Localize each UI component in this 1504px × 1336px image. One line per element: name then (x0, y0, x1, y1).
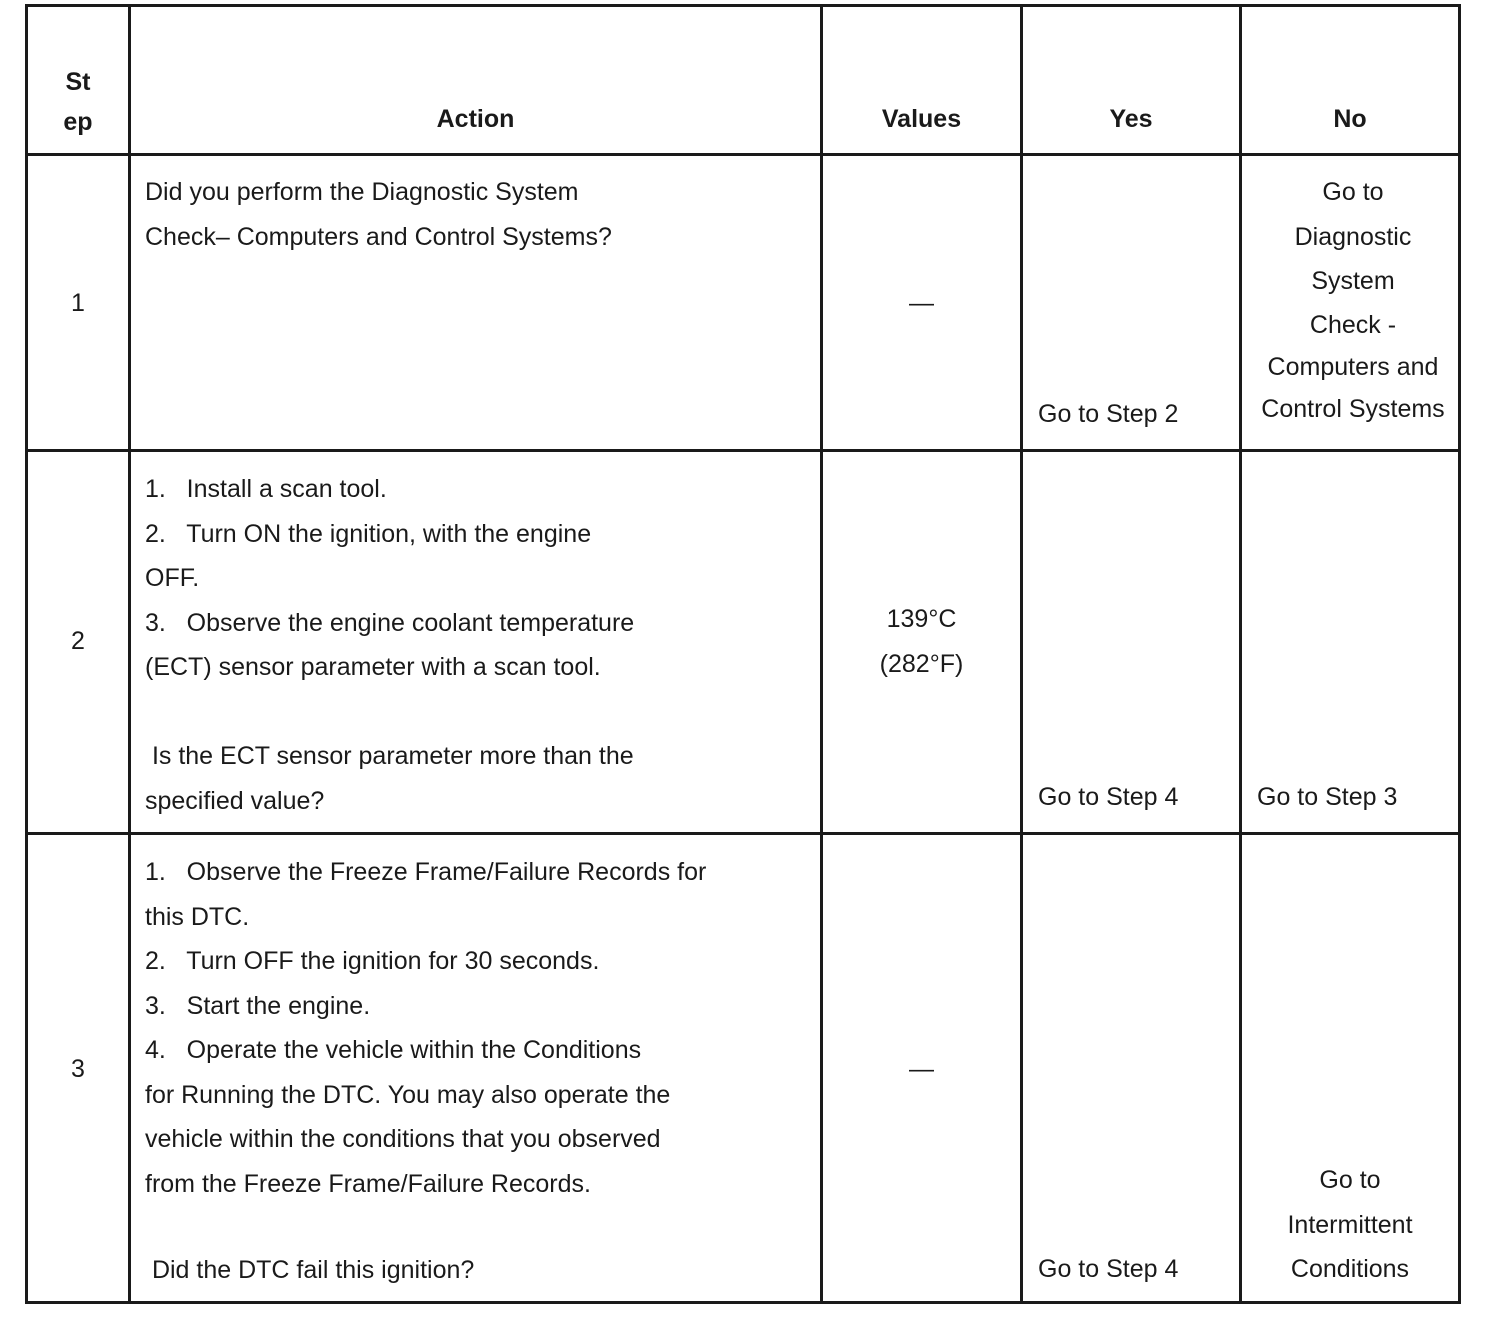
row1-step: 1 (71, 289, 85, 317)
row3-value: — (909, 1055, 934, 1083)
action-line: from the Freeze Frame/Failure Records. (145, 1169, 591, 1198)
action-line: Is the ECT sensor parameter more than the (145, 742, 634, 770)
row-divider (28, 832, 1458, 835)
row3-no (1242, 1158, 1458, 1292)
action-line (145, 1206, 815, 1248)
header-yes: Yes (1109, 105, 1153, 133)
action-line (145, 690, 815, 735)
header-action: Action (436, 105, 515, 133)
action-line: specified value? (145, 786, 325, 815)
action-line: this DTC. (145, 902, 250, 931)
no-line: Go to (1322, 178, 1384, 206)
row3-action (145, 850, 815, 1293)
header-no: No (1333, 105, 1367, 133)
row3-yes: Go to Step 4 (1038, 1255, 1179, 1283)
row2-value (823, 597, 1020, 686)
row-divider (28, 449, 1458, 452)
row1-no (1242, 170, 1464, 430)
action-line: 4. Operate the vehicle within the Conditions (145, 1036, 642, 1064)
no-line: Diagnostic (1294, 222, 1412, 251)
row1-yes: Go to Step 2 (1038, 400, 1179, 428)
action-line: 2. Turn ON the ignition, with the engine (145, 519, 592, 548)
row2-no: Go to Step 3 (1257, 783, 1398, 811)
no-line: Go to (1319, 1166, 1381, 1194)
value-line: (282°F) (879, 649, 964, 678)
diagnostic-table (25, 4, 1461, 1304)
header-step (28, 62, 128, 142)
value-line: 139°C (886, 605, 957, 633)
action-line: for Running the DTC. You may also operate the (145, 1080, 671, 1109)
action-line: OFF. (145, 564, 200, 592)
no-line: Computers and (1267, 352, 1439, 381)
action-line: Did the DTC fail this ignition? (145, 1256, 475, 1284)
action-line: 3. Observe the engine coolant temperature (145, 608, 635, 637)
header-step-line: St (65, 68, 91, 96)
row2-yes: Go to Step 4 (1038, 783, 1179, 811)
action-line: Did you perform the Diagnostic System (145, 178, 579, 206)
column-divider (128, 7, 131, 1301)
header-step-line: ep (63, 108, 93, 136)
no-line: Check - (1309, 310, 1397, 339)
no-line: Intermittent (1287, 1210, 1413, 1239)
row1-action (145, 170, 815, 259)
row2-step: 2 (71, 627, 85, 655)
header-values: Values (881, 105, 962, 133)
column-divider (1020, 7, 1023, 1301)
no-line: Control Systems (1261, 394, 1445, 423)
row1-value: — (909, 289, 934, 317)
row2-action (145, 467, 815, 823)
action-line: 2. Turn OFF the ignition for 30 seconds. (145, 947, 600, 975)
action-line: Check– Computers and Control Systems? (145, 222, 612, 251)
no-line: System (1311, 267, 1395, 295)
row3-step: 3 (71, 1055, 85, 1083)
row-divider (28, 153, 1458, 156)
action-line: 1. Install a scan tool. (145, 475, 387, 503)
action-line: (ECT) sensor parameter with a scan tool. (145, 653, 601, 681)
action-line: vehicle within the conditions that you observed (145, 1125, 661, 1153)
action-line: 1. Observe the Freeze Frame/Failure Records for (145, 858, 707, 886)
no-line: Conditions (1290, 1255, 1410, 1283)
action-line: 3. Start the engine. (145, 991, 371, 1020)
